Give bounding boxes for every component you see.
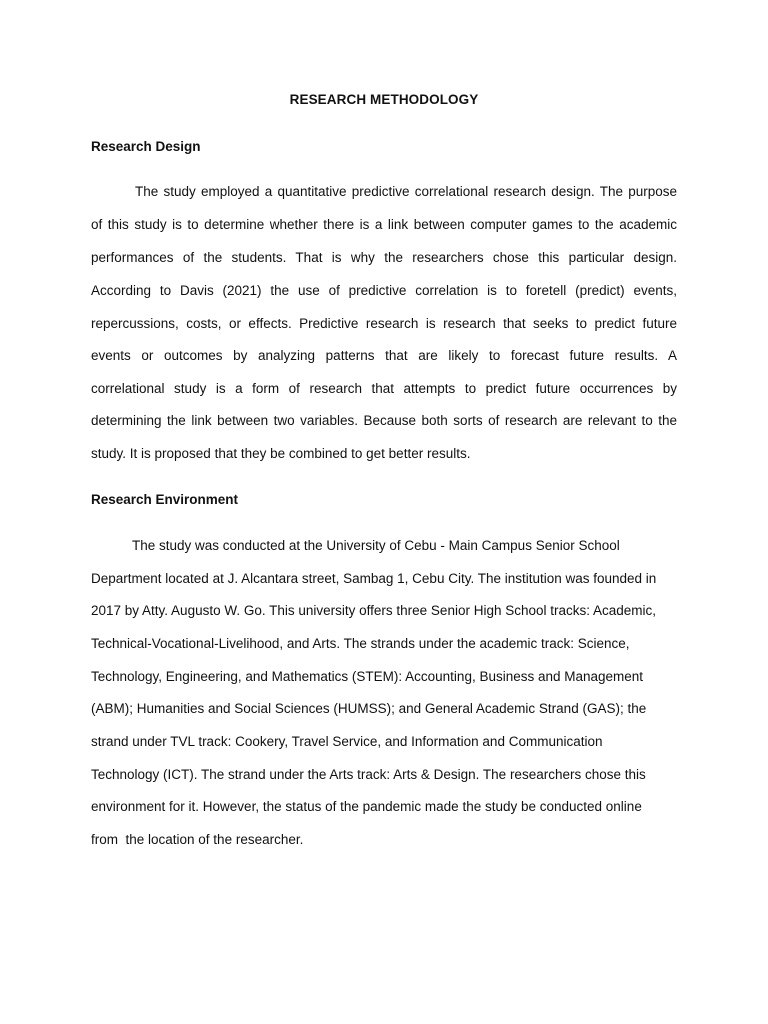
paragraph-line: Technical-Vocational-Livelihood, and Arts. The strands under the academic track: Science, bbox=[91, 636, 630, 651]
paragraph-line: correlational study is a form of research that attempts to predict future occurrences by bbox=[91, 381, 677, 396]
paragraph-line: According to Davis (2021) the use of predictive correlation is to foretell (predict) events, bbox=[91, 283, 677, 298]
paragraph-line: study. It is proposed that they be combined to get better results. bbox=[91, 446, 471, 461]
paragraph-line: (ABM); Humanities and Social Sciences (HUMSS); and General Academic Strand (GAS); the bbox=[91, 701, 647, 716]
page-title: RESEARCH METHODOLOGY bbox=[289, 92, 479, 107]
paragraph-line: from the location of the researcher. bbox=[91, 832, 304, 847]
paragraph-line: The study was conducted at the University of Cebu - Main Campus Senior School bbox=[132, 538, 620, 553]
paragraph-line: environment for it. However, the status of the pandemic made the study be conducted online bbox=[91, 799, 642, 814]
paragraph-line: performances of the students. That is why the researchers chose this particular design. bbox=[91, 250, 677, 265]
paragraph-line: Technology, Engineering, and Mathematics (STEM): Accounting, Business and Management bbox=[91, 669, 644, 684]
paragraph-line: of this study is to determine whether there is a link between computer games to the academic bbox=[91, 217, 677, 232]
paragraph-line: Department located at J. Alcantara street, Sambag 1, Cebu City. The institution was founded in bbox=[91, 571, 657, 586]
paragraph-line: 2017 by Atty. Augusto W. Go. This university offers three Senior High School tracks: Academic, bbox=[91, 603, 657, 618]
paragraph-line: events or outcomes by analyzing patterns that are likely to forecast future results. A bbox=[91, 348, 677, 363]
paragraph-line: Technology (ICT). The strand under the Arts track: Arts & Design. The researchers chose this bbox=[91, 767, 646, 782]
paragraph-line: strand under TVL track: Cookery, Travel Service, and Information and Communication bbox=[91, 734, 603, 749]
section-heading-research-environment: Research Environment bbox=[91, 492, 239, 507]
section-heading-research-design: Research Design bbox=[91, 139, 201, 154]
paragraph-line: determining the link between two variables. Because both sorts of research are relevant to the bbox=[91, 413, 677, 428]
paragraph-line: repercussions, costs, or effects. Predictive research is research that seeks to predict future bbox=[91, 316, 677, 331]
paragraph-line: The study employed a quantitative predictive correlational research design. The purpose bbox=[135, 184, 677, 199]
